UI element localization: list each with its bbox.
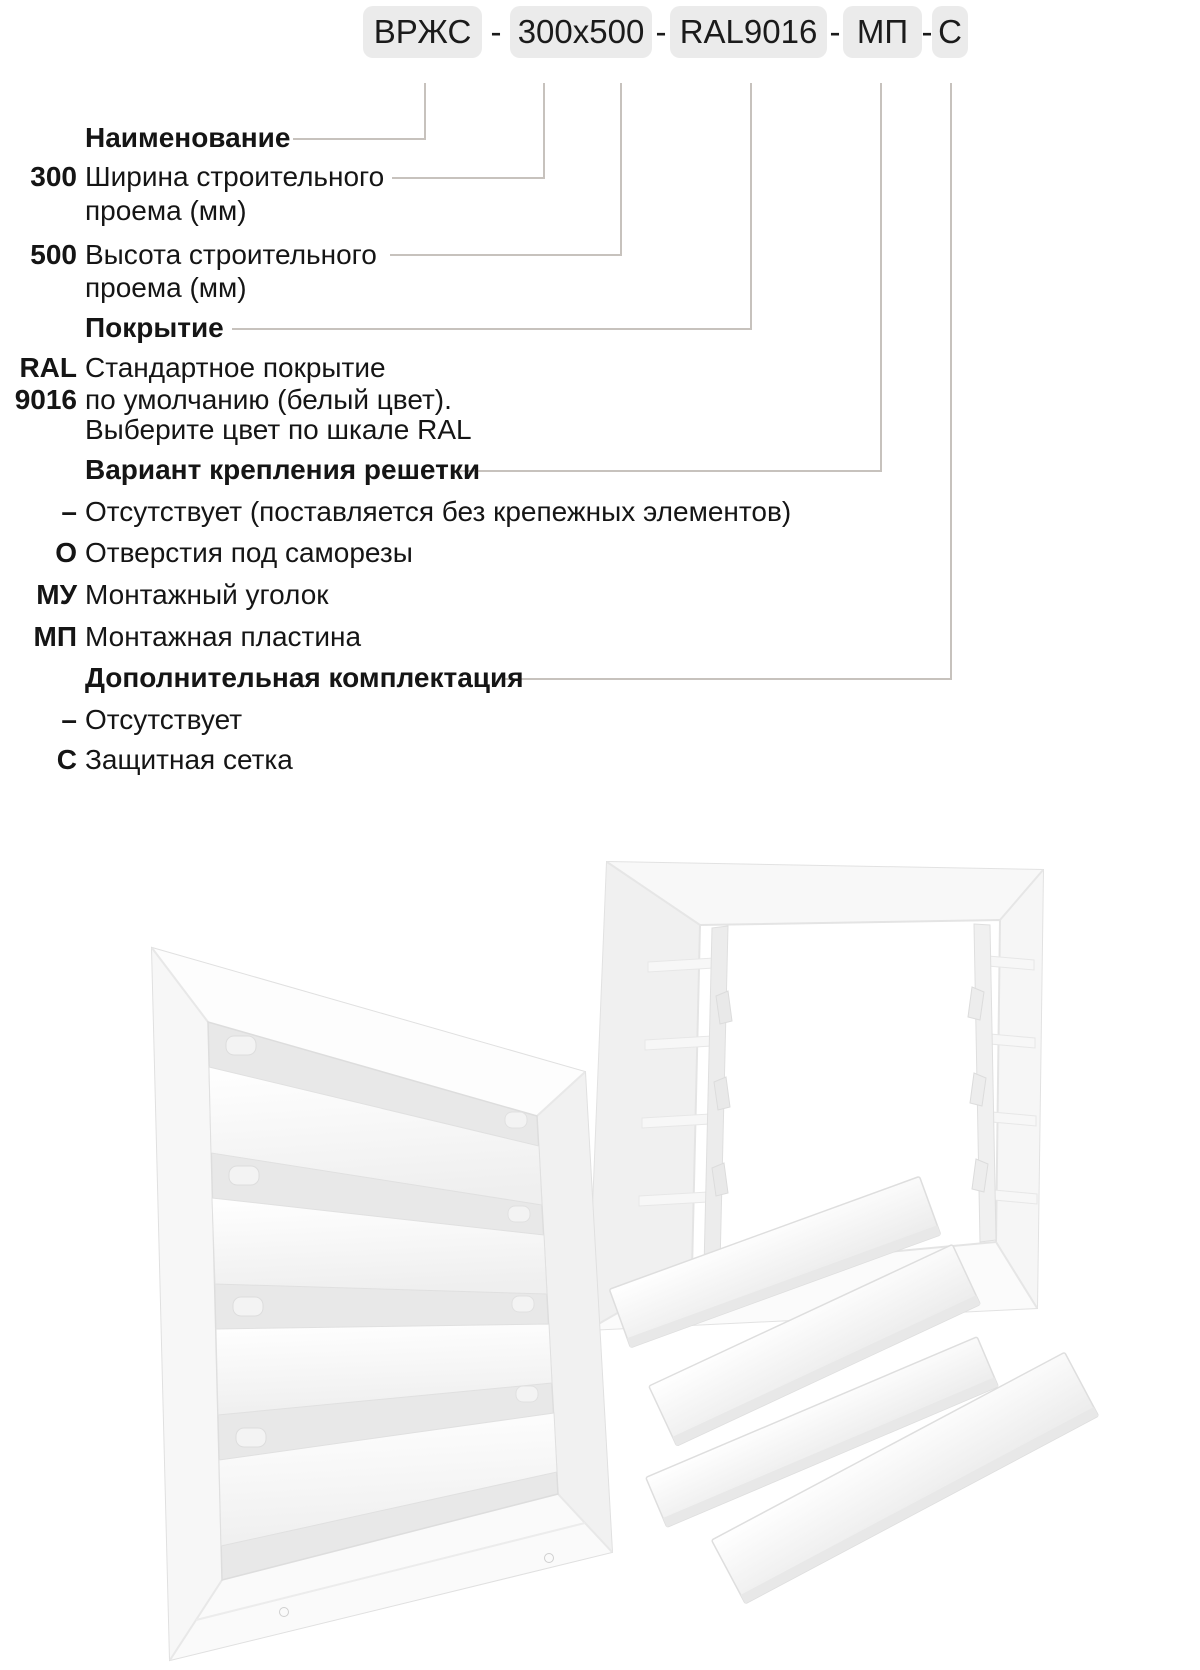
- legend-item-code: 500: [30, 239, 77, 270]
- screw: [545, 1554, 554, 1563]
- legend-header-name: [0, 122, 1100, 154]
- code-segment-mounting: МП: [843, 6, 922, 58]
- legend-item-code: –: [61, 496, 77, 527]
- legend-item-mount-angle: [0, 579, 1100, 611]
- front-grille-photo: [152, 948, 612, 1660]
- legend-item-label: Отсутствует: [85, 704, 243, 735]
- legend-item-code: О: [55, 537, 77, 568]
- legend-item-code: МП: [33, 621, 77, 652]
- legend-header-mounting: [0, 454, 1100, 486]
- legend-item-height-cont: [0, 272, 1100, 304]
- legend-item-code: 300: [30, 161, 77, 192]
- legend-header-label: Покрытие: [85, 312, 224, 343]
- code-segment-size: 300x500: [510, 6, 652, 58]
- legend-item-label: Монтажный уголок: [85, 579, 329, 610]
- product-photo: [0, 800, 1200, 1670]
- code-segment-coating: RAL9016: [670, 6, 827, 58]
- legend-item-label: Защитная сетка: [85, 744, 293, 775]
- legend-header-coating: [0, 312, 1100, 344]
- legend-item-mount-none: [0, 496, 1100, 528]
- legend-item-label: по умолчанию (белый цвет).: [85, 384, 452, 415]
- legend-item-code: 9016: [14, 384, 77, 415]
- legend-item-label: Отсутствует (поставляется без крепежных элементов): [85, 496, 792, 527]
- legend-header-label: Дополнительная комплектация: [85, 662, 524, 693]
- legend-item-extra-none: [0, 704, 1100, 736]
- legend-item-mount-plate: [0, 621, 1100, 653]
- legend-item-label: Стандартное покрытие: [85, 352, 386, 383]
- code-segment-name: ВРЖС: [363, 6, 482, 58]
- legend-item-ral-cont2: [0, 414, 1100, 446]
- legend-item-label: Ширина строительного: [85, 161, 385, 192]
- legend-item-label: проема (мм): [85, 272, 247, 303]
- legend-item-mount-holes: [0, 537, 1100, 569]
- legend-item-code: RAL: [19, 352, 77, 383]
- legend-item-label: Монтажная пластина: [85, 621, 362, 652]
- legend-item-ral: [0, 352, 1100, 384]
- legend-item-label: Высота строительного: [85, 239, 377, 270]
- screw: [280, 1608, 289, 1617]
- legend-item-code: С: [56, 744, 77, 775]
- legend-item-code: МУ: [36, 579, 77, 610]
- legend-header-label: Вариант крепления решетки: [85, 454, 481, 485]
- legend-item-ral-cont: [0, 384, 1100, 416]
- code-segment-extra: С: [932, 6, 968, 58]
- legend-item-height: [0, 239, 1100, 271]
- code-separator: -: [829, 13, 841, 50]
- legend-item-width-cont: [0, 195, 1100, 227]
- legend-item-label: проема (мм): [85, 195, 247, 226]
- code-separator: -: [655, 13, 667, 50]
- legend-item-width: [0, 161, 1100, 193]
- legend-item-extra-mesh: [0, 744, 1100, 776]
- legend-header-extra: [0, 662, 1100, 694]
- legend-item-code: –: [61, 704, 77, 735]
- legend-header-label: Наименование: [85, 122, 291, 153]
- legend-item-label: Выберите цвет по шкале RAL: [85, 414, 472, 445]
- code-separator: -: [490, 13, 502, 50]
- legend-item-label: Отверстия под саморезы: [85, 537, 413, 568]
- code-separator: -: [921, 13, 933, 50]
